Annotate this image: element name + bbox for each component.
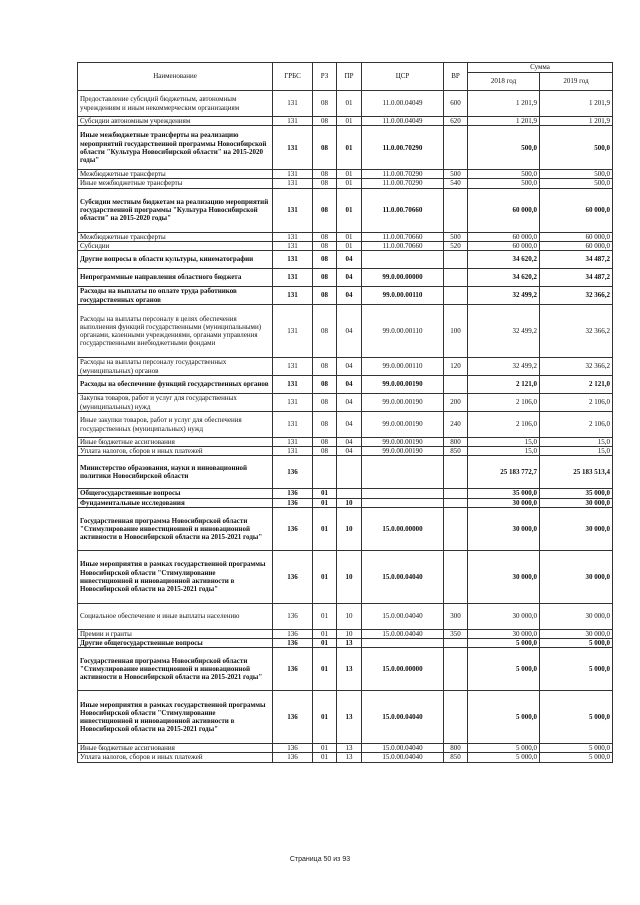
- table-cell-2019: 32 366,2: [540, 358, 613, 376]
- table-cell-2018: 2 106,0: [468, 394, 540, 412]
- table-cell-vr: 350: [444, 629, 468, 638]
- table-cell-grbs: 136: [273, 639, 313, 648]
- table-cell-vr: 800: [444, 744, 468, 753]
- table-cell-rz: 01: [313, 507, 337, 550]
- table-cell-rz: 08: [313, 126, 337, 170]
- table-cell-pr: 04: [337, 358, 362, 376]
- table-cell-name: Иные межбюджетные трансферты на реализацию мероприятий государственной программы Новосибирской области "Культура Новосибирской области" на 2015-2020 годы": [78, 126, 273, 170]
- table-cell-pr: 04: [337, 447, 362, 456]
- table-cell-csr: 11.0.00.70290: [362, 126, 444, 170]
- table-cell-grbs: 131: [273, 232, 313, 241]
- table-cell-pr: 04: [337, 394, 362, 412]
- table-cell-2019: 30 000,0: [540, 629, 613, 638]
- table-cell-pr: 01: [337, 170, 362, 179]
- table-cell-name: Субсидии местным бюджетам на реализацию мероприятий государственной программы "Культура Новосибирской области" на 2015-2020 годы": [78, 188, 273, 232]
- header-2018: 2018 год: [468, 73, 540, 91]
- table-row: [78, 287, 613, 305]
- table-cell-rz: 01: [313, 498, 337, 507]
- table-cell-2019: 25 183 513,4: [540, 456, 613, 489]
- table-cell-pr: 01: [337, 232, 362, 241]
- table-cell-2018: 34 620,2: [468, 251, 540, 269]
- table-cell-name: Межбюджетные трансферты: [78, 232, 273, 241]
- table-cell-2019: 15,0: [540, 438, 613, 447]
- table-cell-csr: 99.0.00.00190: [362, 438, 444, 447]
- table-cell-grbs: 136: [273, 648, 313, 691]
- table-cell-grbs: 131: [273, 376, 313, 394]
- table-cell-pr: 04: [337, 305, 362, 358]
- table-cell-2018: 5 000,0: [468, 648, 540, 691]
- table-row: [78, 744, 613, 753]
- table-cell-grbs: 131: [273, 269, 313, 287]
- table-cell-name: Государственная программа Новосибирской области "Стимулирование инвестиционной и инновационной активности в Новосибирской области на 2015-2021 годы": [78, 648, 273, 691]
- table-row: [78, 376, 613, 394]
- table-cell-vr: [444, 648, 468, 691]
- table-cell-2018: 5 000,0: [468, 691, 540, 744]
- table-cell-rz: 08: [313, 269, 337, 287]
- table-cell-2019: 60 000,0: [540, 188, 613, 232]
- table-cell-rz: 08: [313, 358, 337, 376]
- table-cell-grbs: 131: [273, 117, 313, 126]
- table-cell-csr: 99.0.00.00190: [362, 394, 444, 412]
- table-row: [78, 438, 613, 447]
- table-cell-csr: 11.0.00.70660: [362, 232, 444, 241]
- table-cell-pr: 01: [337, 91, 362, 117]
- table-cell-csr: 99.0.00.00110: [362, 287, 444, 305]
- table-cell-grbs: 131: [273, 170, 313, 179]
- header-vr: ВР: [444, 63, 468, 91]
- table-cell-csr: 11.0.00.70290: [362, 179, 444, 188]
- table-row: [78, 358, 613, 376]
- table-cell-2019: 2 106,0: [540, 412, 613, 438]
- table-cell-2019: 5 000,0: [540, 744, 613, 753]
- table-cell-2018: 1 201,9: [468, 91, 540, 117]
- table-cell-2019: 500,0: [540, 179, 613, 188]
- table-cell-name: Иные закупки товаров, работ и услуг для обеспечения государственных (муниципальных) нужд: [78, 412, 273, 438]
- table-cell-2018: 2 106,0: [468, 412, 540, 438]
- table-cell-grbs: 131: [273, 305, 313, 358]
- table-cell-vr: 100: [444, 305, 468, 358]
- table-cell-rz: 01: [313, 629, 337, 638]
- table-cell-vr: 240: [444, 412, 468, 438]
- table-cell-vr: 500: [444, 232, 468, 241]
- table-cell-name: Фундаментальные исследования: [78, 498, 273, 507]
- table-cell-grbs: 131: [273, 394, 313, 412]
- table-cell-rz: 08: [313, 447, 337, 456]
- table-row: [78, 305, 613, 358]
- table-cell-2018: 5 000,0: [468, 753, 540, 762]
- table-cell-csr: 11.0.00.04049: [362, 117, 444, 126]
- table-row: [78, 170, 613, 179]
- table-cell-csr: 11.0.00.70290: [362, 170, 444, 179]
- table-cell-2018: 32 499,2: [468, 287, 540, 305]
- table-cell-rz: 08: [313, 251, 337, 269]
- table-cell-2018: 35 000,0: [468, 489, 540, 498]
- table-cell-pr: 04: [337, 287, 362, 305]
- table-cell-2018: 500,0: [468, 170, 540, 179]
- table-cell-2019: 30 000,0: [540, 498, 613, 507]
- table-cell-csr: 99.0.00.00110: [362, 358, 444, 376]
- table-cell-name: Предоставление субсидий бюджетным, автономным учреждениям и иным некоммерческим организациям: [78, 91, 273, 117]
- table-cell-pr: 13: [337, 691, 362, 744]
- table-row: [78, 394, 613, 412]
- table-cell-vr: [444, 251, 468, 269]
- table-cell-pr: 01: [337, 241, 362, 250]
- table-cell-2018: 32 499,2: [468, 305, 540, 358]
- table-row: [78, 241, 613, 250]
- table-row: [78, 629, 613, 638]
- table-cell-name: Расходы на выплаты персоналу в целях обеспечения выполнения функций государственными (муниципальными) органами, казенными учреждениями, органами управления государственными внебюджетными фондами: [78, 305, 273, 358]
- table-cell-vr: [444, 550, 468, 603]
- table-cell-2018: 60 000,0: [468, 188, 540, 232]
- table-cell-2019: 30 000,0: [540, 603, 613, 629]
- table-row: [78, 603, 613, 629]
- table-cell-name: Другие общегосударственные вопросы: [78, 639, 273, 648]
- table-cell-csr: [362, 639, 444, 648]
- table-cell-csr: 11.0.00.04049: [362, 91, 444, 117]
- table-cell-pr: 01: [337, 117, 362, 126]
- table-cell-2019: 5 000,0: [540, 753, 613, 762]
- table-cell-pr: 01: [337, 179, 362, 188]
- table-cell-grbs: 131: [273, 358, 313, 376]
- header-rz: РЗ: [313, 63, 337, 91]
- table-cell-pr: 13: [337, 648, 362, 691]
- table-cell-2019: 2 106,0: [540, 394, 613, 412]
- table-cell-pr: [337, 456, 362, 489]
- table-cell-csr: 15.0.00.00000: [362, 507, 444, 550]
- table-cell-rz: 08: [313, 412, 337, 438]
- table-cell-2019: 5 000,0: [540, 639, 613, 648]
- table-cell-pr: 04: [337, 438, 362, 447]
- table-cell-csr: 11.0.00.70660: [362, 241, 444, 250]
- table-cell-rz: 01: [313, 550, 337, 603]
- table-cell-2019: 60 000,0: [540, 241, 613, 250]
- table-cell-vr: 120: [444, 358, 468, 376]
- table-cell-2019: 500,0: [540, 126, 613, 170]
- table-cell-grbs: 131: [273, 179, 313, 188]
- table-cell-grbs: 136: [273, 498, 313, 507]
- table-cell-vr: 850: [444, 447, 468, 456]
- table-cell-name: Премии и гранты: [78, 629, 273, 638]
- table-cell-rz: 08: [313, 91, 337, 117]
- table-cell-2019: 34 487,2: [540, 251, 613, 269]
- table-cell-vr: [444, 498, 468, 507]
- table-cell-vr: [444, 126, 468, 170]
- table-row: [78, 126, 613, 170]
- table-row: [78, 117, 613, 126]
- table-cell-vr: [444, 691, 468, 744]
- table-cell-csr: [362, 456, 444, 489]
- table-cell-csr: 99.0.00.00190: [362, 447, 444, 456]
- table-cell-vr: 500: [444, 170, 468, 179]
- table-cell-2018: 30 000,0: [468, 629, 540, 638]
- table-cell-2018: 30 000,0: [468, 603, 540, 629]
- table-cell-rz: 01: [313, 603, 337, 629]
- table-cell-name: Другие вопросы в области культуры, кинематографии: [78, 251, 273, 269]
- table-cell-vr: [444, 188, 468, 232]
- table-cell-2018: 60 000,0: [468, 241, 540, 250]
- table-cell-2019: 32 366,2: [540, 287, 613, 305]
- table-cell-2018: 500,0: [468, 126, 540, 170]
- table-cell-rz: 08: [313, 170, 337, 179]
- table-cell-pr: 04: [337, 269, 362, 287]
- table-cell-grbs: 131: [273, 91, 313, 117]
- table-cell-2019: 15,0: [540, 447, 613, 456]
- table-cell-csr: 99.0.00.00190: [362, 376, 444, 394]
- table-cell-rz: 08: [313, 179, 337, 188]
- table-cell-name: Иные мероприятия в рамках государственной программы Новосибирской области "Стимулирование инвестиционной и инновационной активности в Новосибирской области на 2015-2021 годы": [78, 550, 273, 603]
- table-cell-2018: 32 499,2: [468, 358, 540, 376]
- table-cell-rz: 08: [313, 188, 337, 232]
- table-cell-pr: 10: [337, 629, 362, 638]
- table-cell-name: Государственная программа Новосибирской области "Стимулирование инвестиционной и инновационной активности в Новосибирской области на 2015-2021 годы": [78, 507, 273, 550]
- table-cell-grbs: 136: [273, 550, 313, 603]
- table-cell-vr: [444, 287, 468, 305]
- table-cell-rz: 08: [313, 305, 337, 358]
- table-cell-grbs: 136: [273, 744, 313, 753]
- table-cell-name: Иные бюджетные ассигнования: [78, 438, 273, 447]
- table-cell-name: Уплата налогов, сборов и иных платежей: [78, 753, 273, 762]
- table-body: [78, 91, 613, 763]
- table-cell-csr: [362, 498, 444, 507]
- table-cell-rz: 08: [313, 232, 337, 241]
- table-cell-csr: 99.0.00.00110: [362, 305, 444, 358]
- table-cell-name: Социальное обеспечение и иные выплаты населению: [78, 603, 273, 629]
- table-cell-rz: 01: [313, 753, 337, 762]
- table-cell-2019: 34 487,2: [540, 269, 613, 287]
- table-cell-name: Общегосударственные вопросы: [78, 489, 273, 498]
- table-cell-pr: 01: [337, 188, 362, 232]
- table-cell-csr: 15.0.00.00000: [362, 648, 444, 691]
- page-footer: Страница 50 из 93: [289, 856, 351, 863]
- table-cell-name: Министерство образования, науки и инновационной политики Новосибирской области: [78, 456, 273, 489]
- table-cell-rz: 01: [313, 639, 337, 648]
- table-cell-rz: 08: [313, 376, 337, 394]
- table-cell-name: Уплата налогов, сборов и иных платежей: [78, 447, 273, 456]
- table-cell-grbs: 131: [273, 241, 313, 250]
- table-row: [78, 251, 613, 269]
- table-cell-name: Закупка товаров, работ и услуг для государственных (муниципальных) нужд: [78, 394, 273, 412]
- table-cell-vr: [444, 456, 468, 489]
- table-cell-csr: 11.0.00.70660: [362, 188, 444, 232]
- table-cell-csr: [362, 251, 444, 269]
- table-cell-pr: 04: [337, 412, 362, 438]
- table-cell-grbs: 131: [273, 438, 313, 447]
- table-cell-grbs: 136: [273, 753, 313, 762]
- header-name: Наименование: [78, 63, 273, 91]
- table-cell-grbs: 136: [273, 489, 313, 498]
- table-cell-rz: 08: [313, 394, 337, 412]
- header-grbs: ГРБС: [273, 63, 313, 91]
- budget-table: [77, 62, 613, 763]
- table-row: [78, 447, 613, 456]
- table-cell-2018: 1 201,9: [468, 117, 540, 126]
- table-cell-pr: 13: [337, 753, 362, 762]
- table-cell-rz: 08: [313, 438, 337, 447]
- table-cell-grbs: 136: [273, 629, 313, 638]
- table-cell-pr: [337, 489, 362, 498]
- table-cell-vr: 300: [444, 603, 468, 629]
- table-row: [78, 232, 613, 241]
- table-cell-2019: 30 000,0: [540, 507, 613, 550]
- table-cell-vr: 800: [444, 438, 468, 447]
- table-cell-grbs: 131: [273, 251, 313, 269]
- table-cell-vr: 520: [444, 241, 468, 250]
- table-cell-vr: 540: [444, 179, 468, 188]
- table-cell-grbs: 136: [273, 456, 313, 489]
- table-cell-vr: [444, 639, 468, 648]
- table-cell-grbs: 131: [273, 188, 313, 232]
- table-cell-2019: 2 121,0: [540, 376, 613, 394]
- table-cell-name: Межбюджетные трансферты: [78, 170, 273, 179]
- table-cell-2019: 500,0: [540, 170, 613, 179]
- table-cell-vr: [444, 489, 468, 498]
- table-cell-pr: 04: [337, 251, 362, 269]
- table-cell-pr: 13: [337, 744, 362, 753]
- table-cell-grbs: 131: [273, 287, 313, 305]
- table-row: [78, 639, 613, 648]
- table-cell-pr: 10: [337, 507, 362, 550]
- table-row: [78, 550, 613, 603]
- table-cell-2019: 35 000,0: [540, 489, 613, 498]
- table-cell-grbs: 131: [273, 412, 313, 438]
- table-cell-pr: 13: [337, 639, 362, 648]
- table-cell-grbs: 136: [273, 691, 313, 744]
- table-cell-2019: 5 000,0: [540, 648, 613, 691]
- table-row: [78, 456, 613, 489]
- table-cell-2018: 25 183 772,7: [468, 456, 540, 489]
- table-cell-rz: 01: [313, 489, 337, 498]
- table-cell-grbs: 136: [273, 603, 313, 629]
- table-cell-csr: 15.0.00.04040: [362, 691, 444, 744]
- table-cell-name: Расходы на выплаты по оплате труда работников государственных органов: [78, 287, 273, 305]
- table-cell-name: Непрограммные направления областного бюджета: [78, 269, 273, 287]
- table-cell-2018: 5 000,0: [468, 744, 540, 753]
- table-cell-csr: 99.0.00.00000: [362, 269, 444, 287]
- table-cell-name: Субсидии автономным учреждениям: [78, 117, 273, 126]
- table-cell-rz: 08: [313, 287, 337, 305]
- header-2019: 2019 год: [540, 73, 613, 91]
- table-row: [78, 648, 613, 691]
- table-cell-vr: [444, 507, 468, 550]
- table-cell-2018: 2 121,0: [468, 376, 540, 394]
- table-cell-rz: 01: [313, 691, 337, 744]
- table-cell-2018: 30 000,0: [468, 550, 540, 603]
- table-cell-csr: 15.0.00.04040: [362, 603, 444, 629]
- table-cell-vr: 600: [444, 91, 468, 117]
- table-row: [78, 498, 613, 507]
- header-csr: ЦСР: [362, 63, 444, 91]
- table-cell-name: Иные бюджетные ассигнования: [78, 744, 273, 753]
- table-cell-pr: 10: [337, 498, 362, 507]
- table-cell-2018: 30 000,0: [468, 507, 540, 550]
- table-cell-2019: 5 000,0: [540, 691, 613, 744]
- table-row: [78, 179, 613, 188]
- table-cell-csr: [362, 489, 444, 498]
- table-cell-vr: 200: [444, 394, 468, 412]
- table-cell-csr: 15.0.00.04040: [362, 753, 444, 762]
- table-cell-pr: 10: [337, 550, 362, 603]
- table-cell-2019: 1 201,9: [540, 91, 613, 117]
- table-cell-2018: 30 000,0: [468, 498, 540, 507]
- table-cell-2018: 500,0: [468, 179, 540, 188]
- table-cell-vr: 620: [444, 117, 468, 126]
- table-row: [78, 753, 613, 762]
- table-cell-2019: 30 000,0: [540, 550, 613, 603]
- table-cell-grbs: 136: [273, 507, 313, 550]
- table-cell-vr: [444, 376, 468, 394]
- table-row: [78, 188, 613, 232]
- table-cell-grbs: 131: [273, 447, 313, 456]
- table-cell-pr: 04: [337, 376, 362, 394]
- table-cell-csr: 99.0.00.00190: [362, 412, 444, 438]
- table-cell-name: Иные межбюджетные трансферты: [78, 179, 273, 188]
- table-cell-2018: 34 620,2: [468, 269, 540, 287]
- table-row: [78, 91, 613, 117]
- header-pr: ПР: [337, 63, 362, 91]
- table-row: [78, 691, 613, 744]
- table-row: [78, 489, 613, 498]
- table-cell-vr: [444, 269, 468, 287]
- table-row: [78, 412, 613, 438]
- table-cell-2018: 60 000,0: [468, 232, 540, 241]
- table-cell-2019: 32 366,2: [540, 305, 613, 358]
- table-cell-vr: 850: [444, 753, 468, 762]
- table-row: [78, 507, 613, 550]
- table-row: [78, 269, 613, 287]
- table-cell-name: Иные мероприятия в рамках государственной программы Новосибирской области "Стимулирование инвестиционной и инновационной активности в Новосибирской области на 2015-2021 годы": [78, 691, 273, 744]
- table-cell-grbs: 131: [273, 126, 313, 170]
- table-cell-csr: 15.0.00.04040: [362, 550, 444, 603]
- table-cell-rz: 08: [313, 117, 337, 126]
- table-cell-2018: 15,0: [468, 438, 540, 447]
- table-cell-2018: 5 000,0: [468, 639, 540, 648]
- table-cell-rz: 01: [313, 744, 337, 753]
- table-cell-rz: [313, 456, 337, 489]
- table-cell-name: Субсидии: [78, 241, 273, 250]
- table-cell-csr: 15.0.00.04040: [362, 744, 444, 753]
- table-cell-rz: 08: [313, 241, 337, 250]
- table-cell-name: Расходы на выплаты персоналу государственных (муниципальных) органов: [78, 358, 273, 376]
- table-cell-rz: 01: [313, 648, 337, 691]
- header-sum: Сумма: [468, 63, 613, 73]
- table-cell-2018: 15,0: [468, 447, 540, 456]
- table-cell-name: Расходы на обеспечение функций государственных органов: [78, 376, 273, 394]
- table-cell-pr: 10: [337, 603, 362, 629]
- table-cell-csr: 15.0.00.04040: [362, 629, 444, 638]
- table-cell-2019: 1 201,9: [540, 117, 613, 126]
- table-cell-2019: 60 000,0: [540, 232, 613, 241]
- table-cell-pr: 01: [337, 126, 362, 170]
